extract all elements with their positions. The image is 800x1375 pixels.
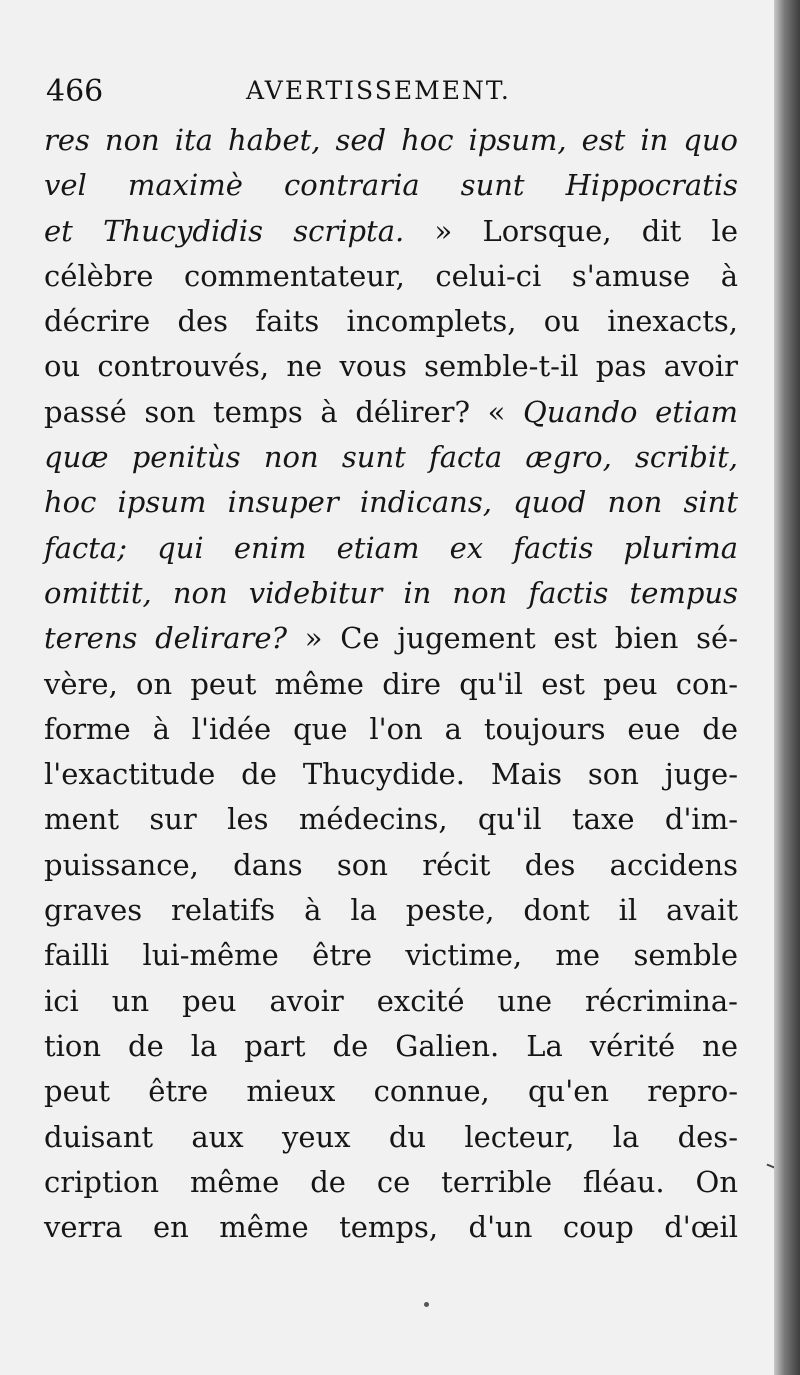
text-segment: verra en même temps, d'un coup d'œil	[44, 1210, 738, 1245]
text-line	[44, 843, 738, 888]
text-line	[44, 1024, 738, 1069]
text-line	[44, 707, 738, 752]
text-segment: » Ce jugement est bien sé-	[287, 621, 738, 656]
text-line	[44, 118, 738, 163]
text-line	[44, 1069, 738, 1114]
text-segment: vère, on peut même dire qu'il est peu con-	[44, 666, 738, 701]
italic-latin-segment: facta; qui enim etiam ex factis plurima	[44, 530, 738, 565]
text-line	[44, 979, 738, 1024]
text-line	[44, 163, 738, 208]
ink-speck	[424, 1302, 429, 1307]
text-line	[44, 254, 738, 299]
text-segment: passé son temps à délirer? «	[44, 394, 524, 429]
text-line	[44, 480, 738, 525]
italic-latin-segment: hoc ipsum insuper indicans, quod non sint	[44, 485, 738, 520]
italic-latin-segment: Quando etiam	[523, 394, 738, 429]
text-segment: tion de la part de Galien. La vérité ne	[44, 1028, 738, 1063]
text-line	[44, 797, 738, 842]
text-line	[44, 390, 738, 435]
running-title: AVERTISSEMENT.	[246, 76, 511, 105]
italic-latin-segment: terens delirare?	[44, 621, 288, 656]
text-segment: puissance, dans son récit des accidens	[44, 847, 738, 882]
text-line	[44, 1160, 738, 1205]
text-segment: l'exactitude de Thucydide. Mais son juge-	[44, 757, 738, 792]
body-text	[44, 118, 738, 1250]
text-line	[44, 299, 738, 344]
italic-latin-segment: quæ penitùs non sunt facta ægro, scribit,	[44, 440, 738, 475]
text-line	[44, 571, 738, 616]
text-segment: failli lui-même être victime, me semble	[44, 938, 738, 973]
text-segment: célèbre commentateur, celui-ci s'amuse à	[44, 258, 738, 293]
text-line	[44, 888, 738, 933]
text-line	[44, 662, 738, 707]
text-segment: graves relatifs à la peste, dont il avait	[44, 893, 738, 928]
text-segment: décrire des faits incomplets, ou inexacts,	[44, 304, 738, 339]
text-line	[44, 526, 738, 571]
text-line	[44, 209, 738, 254]
text-line	[44, 1205, 738, 1250]
text-segment: forme à l'idée que l'on a toujours eue de	[44, 711, 738, 746]
text-segment: ici un peu avoir excité une récrimina-	[44, 983, 738, 1018]
italic-latin-segment: res non ita habet, sed hoc ipsum, est in quo	[44, 123, 738, 157]
italic-latin-segment: vel maximè contraria sunt Hippocratis	[44, 168, 738, 203]
text-segment: ment sur les médecins, qu'il taxe d'im-	[44, 802, 738, 837]
italic-latin-segment: omittit, non videbitur in non factis tempus	[44, 575, 738, 610]
text-segment: » Lorsque, dit le	[404, 213, 738, 248]
text-line	[44, 616, 738, 661]
text-line	[44, 752, 738, 797]
page-header	[46, 70, 736, 110]
text-segment: peut être mieux connue, qu'en repro-	[44, 1074, 738, 1109]
text-segment: cription même de ce terrible fléau. On	[44, 1164, 738, 1199]
text-line	[44, 1115, 738, 1160]
text-line	[44, 344, 738, 389]
italic-latin-segment: et Thucydidis scripta.	[44, 213, 405, 248]
text-segment: ou controuvés, ne vous semble-t-il pas avoir	[44, 349, 738, 384]
text-segment: duisant aux yeux du lecteur, la des-	[44, 1119, 738, 1154]
page-number: 466	[46, 74, 104, 109]
page-edge-shadow	[774, 0, 800, 1375]
text-line	[44, 933, 738, 978]
text-line	[44, 435, 738, 480]
